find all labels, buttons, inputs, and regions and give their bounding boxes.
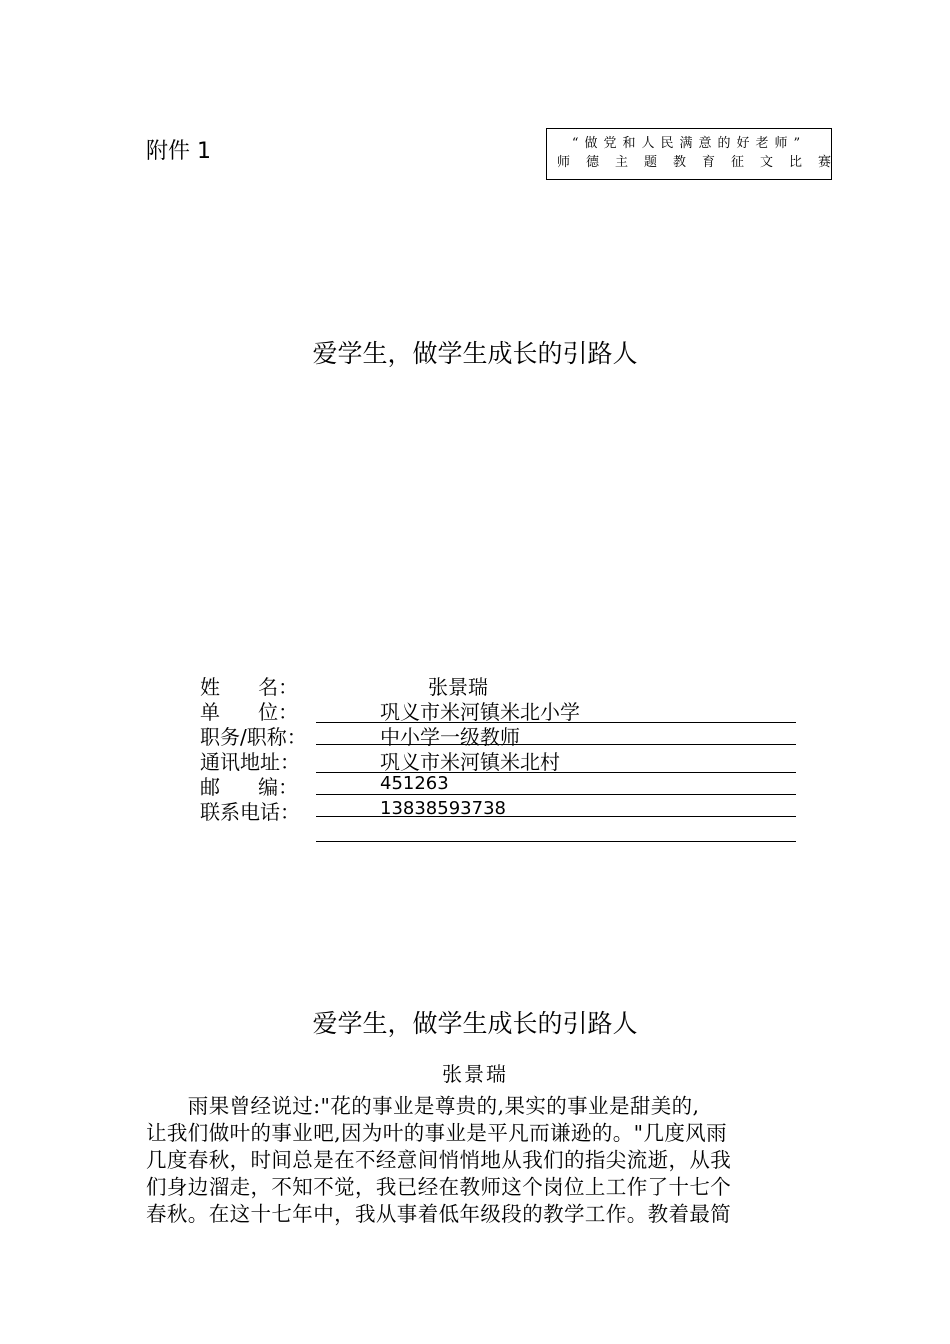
underline xyxy=(316,794,796,795)
info-row-name xyxy=(200,671,800,699)
contest-name: “做党和人民满意的好老师” xyxy=(571,136,807,151)
cover-title: 爱学生，做学生成长的引路人 xyxy=(312,339,638,368)
attachment-label: 附件 1 xyxy=(146,139,211,164)
field-label-title: 职务/职称： xyxy=(200,725,307,749)
info-row-address xyxy=(200,746,800,774)
field-label-name: 姓 名： xyxy=(200,675,299,699)
essay-title: 爱学生，做学生成长的引路人 xyxy=(312,1009,638,1038)
info-row-postcode xyxy=(200,771,800,799)
contest-subtitle: 师德主题教育征文比赛 xyxy=(557,155,848,170)
field-value-unit: 巩义市米河镇米北小学 xyxy=(380,700,580,724)
field-label-postcode: 邮 编： xyxy=(200,775,299,799)
essay-line: 几度春秋，时间总是在不经意间悄悄地从我们的指尖流逝，从我 xyxy=(146,1148,732,1172)
essay-line: 雨果曾经说过:"花的事业是尊贵的,果实的事业是甜美的, xyxy=(146,1094,700,1118)
essay-line: 春秋。在这十七年中，我从事着低年级段的教学工作。教着最简 xyxy=(146,1202,732,1226)
field-value-name: 张景瑞 xyxy=(428,675,488,699)
info-row-phone xyxy=(200,796,800,824)
field-value-title: 中小学一级教师 xyxy=(380,725,520,749)
field-label-phone: 联系电话： xyxy=(200,800,300,824)
underline xyxy=(316,744,796,745)
essay-author: 张景瑞 xyxy=(442,1062,508,1086)
info-row-unit xyxy=(200,696,800,724)
essay-line: 们身边溜走，不知不觉，我已经在教师这个岗位上工作了十七个 xyxy=(146,1175,732,1199)
underline xyxy=(316,816,796,817)
underline xyxy=(316,841,796,842)
info-row-title xyxy=(200,721,800,749)
field-label-address: 通讯地址： xyxy=(200,750,300,774)
essay-line: 让我们做叶的事业吧,因为叶的事业是平凡而谦逊的。"几度风雨 xyxy=(146,1121,728,1145)
underline xyxy=(316,772,796,773)
field-value-phone: 13838593738 xyxy=(380,798,506,819)
contest-box xyxy=(546,128,848,180)
underline xyxy=(316,722,796,723)
field-value-postcode: 451263 xyxy=(380,773,449,794)
essay-body xyxy=(146,1093,806,1228)
field-value-address: 巩义市米河镇米北村 xyxy=(380,750,560,774)
info-form xyxy=(200,671,800,824)
field-label-unit: 单 位： xyxy=(200,700,299,724)
